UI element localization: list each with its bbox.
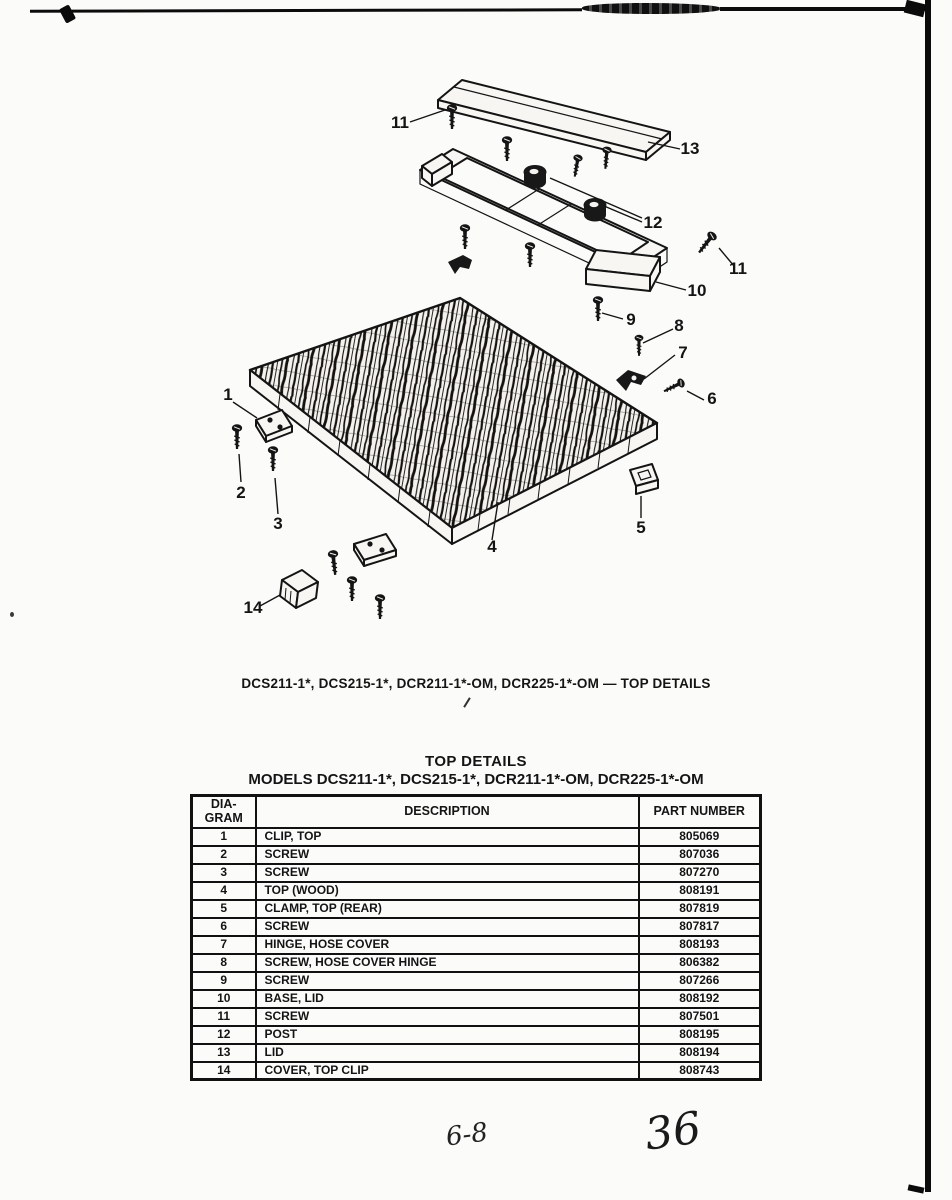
table-row bbox=[192, 864, 761, 882]
screw-icon bbox=[347, 576, 357, 601]
screw-9-icon bbox=[593, 296, 603, 321]
callout-label: 7 bbox=[678, 343, 688, 362]
cell-description: LID bbox=[256, 1044, 639, 1062]
table-row bbox=[192, 828, 761, 846]
cell-part-number: 807270 bbox=[639, 864, 761, 882]
cell-part-number: 807036 bbox=[639, 846, 761, 864]
table-row bbox=[192, 846, 761, 864]
scan-artifact-top-line-2 bbox=[720, 7, 930, 11]
clip-plate-part bbox=[354, 534, 396, 566]
table-subtitle: MODELS DCS211-1*, DCS215-1*, DCR211-1*-OM, DCR225-1*-OM bbox=[248, 771, 704, 788]
table-row bbox=[192, 990, 761, 1008]
table-row bbox=[192, 972, 761, 990]
screw-11-icon bbox=[695, 230, 718, 256]
screw-icon bbox=[502, 136, 512, 161]
cell-part-number: 808194 bbox=[639, 1044, 761, 1062]
callout-label: 8 bbox=[674, 316, 684, 335]
callout-label: 2 bbox=[236, 483, 246, 502]
cell-diagram-number: 5 bbox=[192, 900, 256, 918]
callout-label: 1 bbox=[223, 385, 233, 404]
cell-part-number: 808193 bbox=[639, 936, 761, 954]
cell-description: TOP (WOOD) bbox=[256, 882, 639, 900]
table-row bbox=[192, 918, 761, 936]
callout-label: 12 bbox=[643, 213, 663, 232]
cell-diagram-number: 2 bbox=[192, 846, 256, 864]
screw-3-icon bbox=[268, 446, 278, 471]
cell-description: CLAMP, TOP (REAR) bbox=[256, 900, 639, 918]
hinge-part bbox=[616, 370, 646, 391]
scan-artifact-corner-mark bbox=[904, 0, 927, 17]
screw-icon bbox=[601, 146, 612, 169]
cell-description: SCREW bbox=[256, 864, 639, 882]
parts-table bbox=[190, 794, 762, 1081]
callout-label: 11 bbox=[729, 259, 747, 278]
header-diagram-line1: DIA- bbox=[210, 797, 237, 811]
table-row bbox=[192, 1062, 761, 1080]
callout-label: 13 bbox=[680, 139, 700, 158]
handwritten-number: 36 bbox=[641, 1102, 705, 1161]
cell-description: SCREW bbox=[256, 1008, 639, 1026]
cell-description: HINGE, HOSE COVER bbox=[256, 936, 639, 954]
cell-diagram-number: 3 bbox=[192, 864, 256, 882]
scan-artifact-corner-mark bbox=[59, 4, 76, 23]
callout-label: 3 bbox=[273, 514, 283, 533]
table-row bbox=[192, 1008, 761, 1026]
screw-icon bbox=[327, 550, 340, 576]
cell-description: CLIP, TOP bbox=[256, 828, 639, 846]
cell-part-number: 807266 bbox=[639, 972, 761, 990]
cell-description: POST bbox=[256, 1026, 639, 1044]
cell-diagram-number: 12 bbox=[192, 1026, 256, 1044]
cell-diagram-number: 10 bbox=[192, 990, 256, 1008]
cell-description: SCREW bbox=[256, 846, 639, 864]
screw-11-icon bbox=[447, 104, 457, 129]
screw-2-icon bbox=[232, 424, 242, 449]
scan-artifact-smudge bbox=[582, 3, 722, 14]
cell-diagram-number: 7 bbox=[192, 936, 256, 954]
parts-table-body bbox=[192, 828, 761, 1080]
table-row bbox=[192, 900, 761, 918]
cell-diagram-number: 6 bbox=[192, 918, 256, 936]
scan-artifact-top-line bbox=[30, 8, 582, 12]
table-row bbox=[192, 1044, 761, 1062]
diagram-caption: DCS211-1*, DCS215-1*, DCR211-1*-OM, DCR225-1*-OM — TOP DETAILS bbox=[241, 676, 711, 691]
screw-icon bbox=[525, 242, 535, 267]
cell-description: BASE, LID bbox=[256, 990, 639, 1008]
scan-artifact-corner-mark bbox=[908, 1184, 925, 1193]
callout-label: 9 bbox=[626, 310, 636, 329]
callout-label: 6 bbox=[707, 389, 717, 408]
callout-label: 14 bbox=[243, 598, 263, 617]
table-title: TOP DETAILS bbox=[425, 753, 527, 770]
scan-artifact-dot bbox=[10, 612, 14, 617]
table-row bbox=[192, 954, 761, 972]
lid-part bbox=[438, 80, 670, 160]
cell-description: SCREW, HOSE COVER HINGE bbox=[256, 954, 639, 972]
callout-label: 10 bbox=[687, 281, 707, 300]
screw-icon bbox=[460, 224, 470, 249]
scan-artifact-right-edge bbox=[925, 0, 931, 1192]
cell-part-number: 807817 bbox=[639, 918, 761, 936]
scan-artifact-stray-mark bbox=[463, 697, 471, 707]
cell-part-number: 808195 bbox=[639, 1026, 761, 1044]
screw-6-icon bbox=[662, 377, 686, 395]
cell-diagram-number: 14 bbox=[192, 1062, 256, 1080]
screw-icon bbox=[375, 594, 385, 619]
header-part-number: PART NUMBER bbox=[639, 796, 761, 828]
exploded-diagram bbox=[90, 50, 770, 670]
wood-top-part bbox=[250, 298, 657, 544]
cell-description: SCREW bbox=[256, 918, 639, 936]
cell-diagram-number: 8 bbox=[192, 954, 256, 972]
post-part bbox=[524, 165, 547, 189]
cell-part-number: 806382 bbox=[639, 954, 761, 972]
cell-diagram-number: 9 bbox=[192, 972, 256, 990]
header-diagram bbox=[192, 796, 256, 828]
page-number: 6-8 bbox=[444, 1117, 490, 1153]
header-description: DESCRIPTION bbox=[256, 796, 639, 828]
clamp-part bbox=[630, 464, 658, 494]
cell-part-number: 808743 bbox=[639, 1062, 761, 1080]
cell-part-number: 807819 bbox=[639, 900, 761, 918]
cell-description: SCREW bbox=[256, 972, 639, 990]
clip-cover-part bbox=[280, 570, 318, 608]
clamp-bracket-part bbox=[448, 255, 472, 274]
cell-part-number: 805069 bbox=[639, 828, 761, 846]
callout-label: 11 bbox=[391, 113, 409, 132]
callout-label: 5 bbox=[636, 518, 646, 537]
table-row bbox=[192, 882, 761, 900]
header-diagram-line2: GRAM bbox=[204, 810, 243, 825]
cell-part-number: 808192 bbox=[639, 990, 761, 1008]
screw-8-icon bbox=[635, 335, 644, 356]
cell-part-number: 808191 bbox=[639, 882, 761, 900]
table-row bbox=[192, 1026, 761, 1044]
table-header-row bbox=[192, 796, 761, 828]
cell-diagram-number: 1 bbox=[192, 828, 256, 846]
cell-diagram-number: 4 bbox=[192, 882, 256, 900]
callout-label: 4 bbox=[487, 537, 497, 556]
screw-icon bbox=[570, 154, 583, 178]
cell-description: COVER, TOP CLIP bbox=[256, 1062, 639, 1080]
cell-diagram-number: 13 bbox=[192, 1044, 256, 1062]
cell-part-number: 807501 bbox=[639, 1008, 761, 1026]
cell-diagram-number: 11 bbox=[192, 1008, 256, 1026]
table-row bbox=[192, 936, 761, 954]
